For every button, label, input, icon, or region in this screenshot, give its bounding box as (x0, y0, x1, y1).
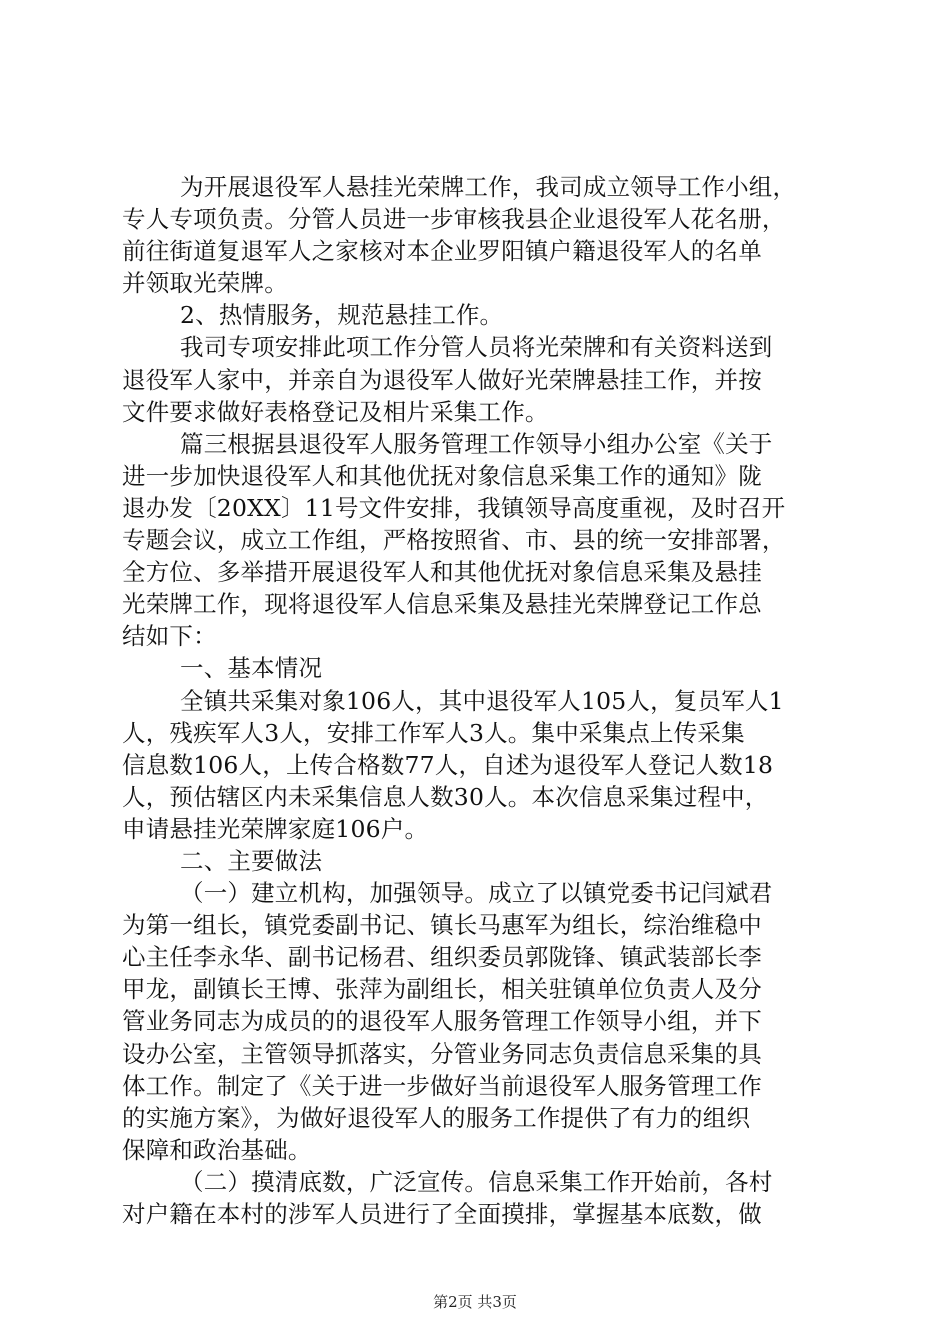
text-line: 的实施方案》，为做好退役军人的服务工作提供了有力的组织 (122, 1103, 751, 1132)
text-line: 一、基本情况 (180, 654, 323, 683)
text-line: 退役军人家中，并亲自为退役军人做好光荣牌悬挂工作，并按 (122, 365, 762, 394)
text-line: 退办发〔20XX〕11号文件安排，我镇领导高度重视，及时召开 (122, 493, 786, 522)
text-line: 为开展退役军人悬挂光荣牌工作，我司成立领导工作小组， (180, 173, 797, 201)
text-line: 结如下： (122, 622, 217, 651)
text-line: 进一步加快退役军人和其他优抚对象信息采集工作的通知》陇 (122, 461, 762, 490)
text-line: （二）摸清底数，广泛宣传。信息采集工作开始前，各村 (180, 1167, 773, 1196)
text-line: （一）建立机构，加强领导。成立了以镇党委书记闫斌君 (180, 879, 773, 908)
page-footer: 第2页 共3页 (433, 1293, 517, 1311)
text-line: 设办公室，主管领导抓落实，分管业务同志负责信息采集的具 (122, 1039, 762, 1068)
text-line: 人，残疾军人3人，安排工作军人3人。集中采集点上传采集 (122, 718, 745, 747)
text-line: 光荣牌工作，现将退役军人信息采集及悬挂光荣牌登记工作总 (122, 590, 762, 619)
text-line: 对户籍在本村的涉军人员进行了全面摸排，掌握基本底数，做 (122, 1200, 762, 1228)
text-line: 文件要求做好表格登记及相片采集工作。 (122, 397, 549, 426)
text-line: 专题会议，成立工作组，严格按照省、市、县的统一安排部署， (122, 526, 786, 555)
document-body (122, 171, 830, 1230)
text-line: 2、热情服务，规范悬挂工作。 (180, 301, 504, 330)
text-line: 甲龙，副镇长王博、张萍为副组长，相关驻镇单位负责人及分 (122, 975, 762, 1004)
text-line: 全镇共采集对象106人，其中退役军人105人，复员军人1 (180, 686, 784, 715)
text-line: 篇三根据县退役军人服务管理工作领导小组办公室《关于 (180, 429, 773, 458)
text-line: 管业务同志为成员的的退役军人服务管理工作领导小组，并下 (122, 1007, 762, 1036)
text-line: 信息数106人，上传合格数77人，自述为退役军人登记人数18 (122, 750, 774, 779)
text-line: 专人专项负责。分管人员进一步审核我县企业退役军人花名册， (122, 205, 786, 234)
text-line: 为第一组长，镇党委副书记、镇长马惠军为组长，综治维稳中 (122, 911, 762, 940)
text-line: 体工作。制定了《关于进一步做好当前退役军人服务管理工作 (122, 1071, 762, 1100)
text-line: 保障和政治基础。 (122, 1135, 312, 1164)
text-line: 前往街道复退军人之家核对本企业罗阳镇户籍退役军人的名单 (122, 237, 762, 266)
text-line: 我司专项安排此项工作分管人员将光荣牌和有关资料送到 (180, 333, 773, 362)
text-line: 二、主要做法 (180, 846, 323, 875)
text-line: 全方位、多举措开展退役军人和其他优抚对象信息采集及悬挂 (122, 558, 762, 587)
text-line: 并领取光荣牌。 (122, 269, 288, 298)
text-line: 申请悬挂光荣牌家庭106户。 (122, 814, 429, 843)
text-line: 心主任李永华、副书记杨君、组织委员郭陇锋、镇武装部长李 (122, 943, 762, 972)
text-line: 人，预估辖区内未采集信息人数30人。本次信息采集过程中， (122, 782, 769, 811)
